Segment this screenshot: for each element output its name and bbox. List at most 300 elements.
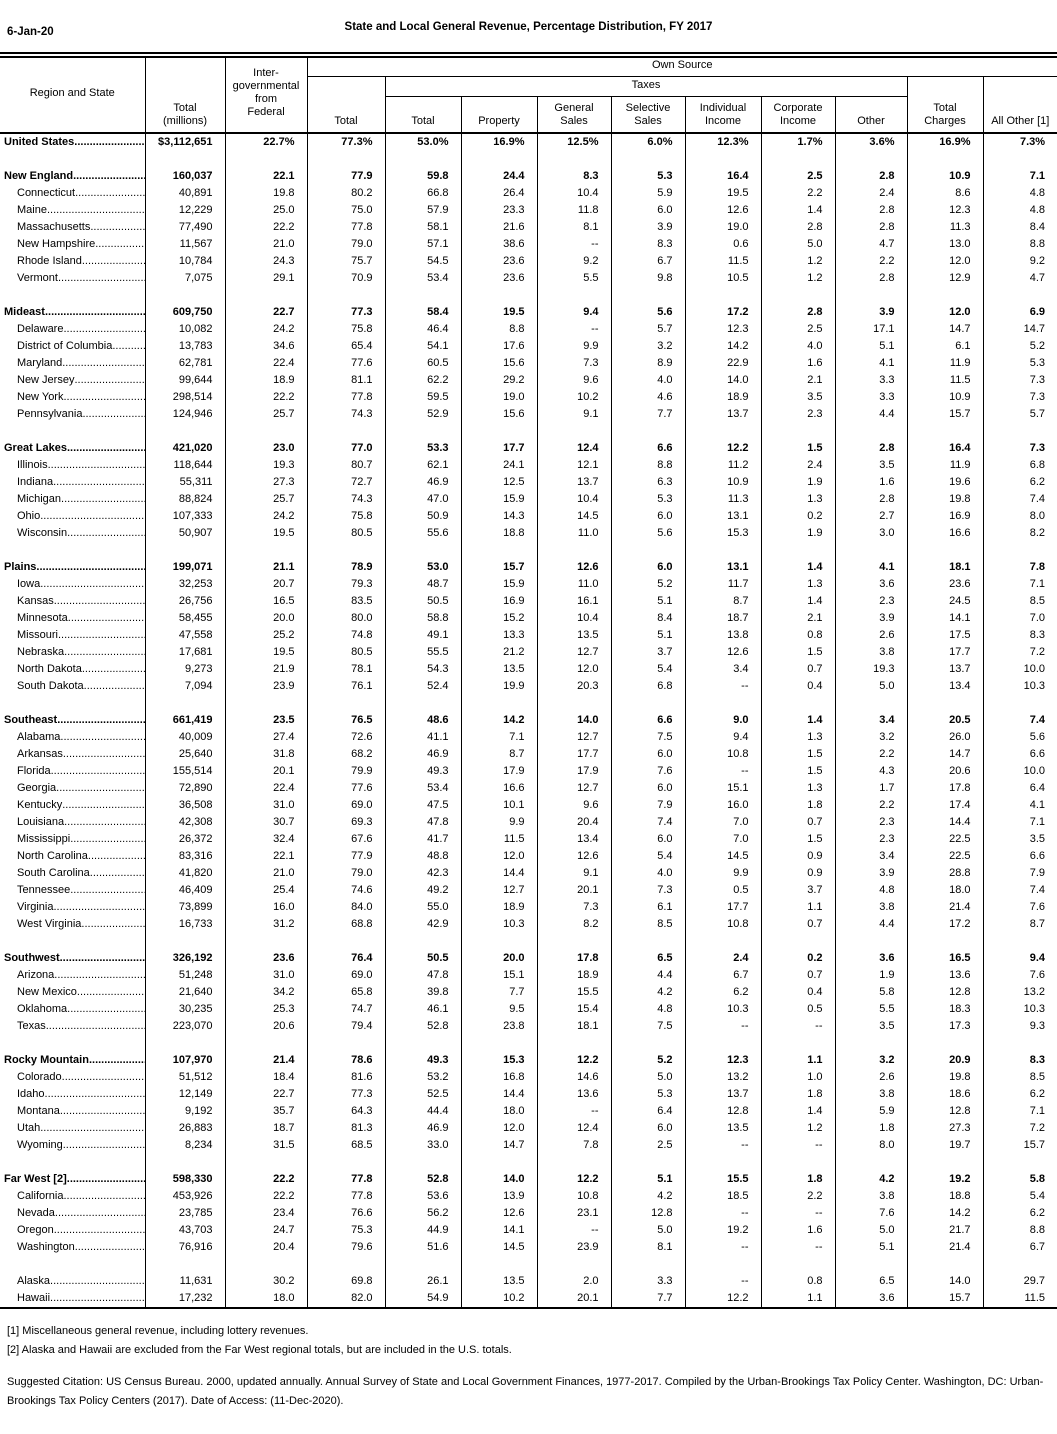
row-label-cell: [0, 695, 145, 712]
value-cell: 5.1: [611, 593, 685, 610]
value-cell: 3.7: [761, 882, 835, 899]
value-cell: 47.0: [385, 491, 461, 508]
value-cell: 81.1: [307, 372, 385, 389]
value-cell: 4.8: [611, 1001, 685, 1018]
value-cell: 50.5: [385, 950, 461, 967]
value-cell: 9.8: [611, 270, 685, 287]
value-cell: 49.1: [385, 627, 461, 644]
leader-dots: [73, 168, 144, 185]
value-cell: 13.5: [461, 1273, 537, 1290]
value-cell: 1.7%: [761, 133, 835, 151]
value-cell: [835, 1256, 907, 1273]
row-label: Nebraska: [17, 646, 65, 658]
value-cell: 7.7: [461, 984, 537, 1001]
row-label-cell: [0, 848, 145, 865]
row-label: Southeast: [4, 714, 58, 726]
value-cell: 16.9: [461, 593, 537, 610]
table-row: [0, 1103, 1057, 1120]
table-row: [0, 1290, 1057, 1308]
value-cell: 75.8: [307, 508, 385, 525]
value-cell: 21.4: [907, 1239, 983, 1256]
value-cell: --: [685, 1205, 761, 1222]
value-cell: 3.6: [835, 950, 907, 967]
value-cell: 62,781: [145, 355, 225, 372]
value-cell: 3.9: [835, 610, 907, 627]
value-cell: 1.9: [761, 525, 835, 542]
col-header-total-millions: [145, 55, 225, 133]
value-cell: 10.2: [537, 389, 611, 406]
value-cell: 12.0: [907, 304, 983, 321]
value-cell: 12.7: [461, 882, 537, 899]
value-cell: --: [685, 678, 761, 695]
value-cell: 21.4: [225, 1052, 307, 1069]
corporate-income-line2: Income: [779, 115, 817, 127]
value-cell: 6.4: [983, 780, 1057, 797]
value-cell: [685, 1256, 761, 1273]
value-cell: 17.2: [907, 916, 983, 933]
page-title: State and Local General Revenue, Percentage Distribution, FY 2017: [344, 21, 713, 33]
table-row: [0, 984, 1057, 1001]
value-cell: 46,409: [145, 882, 225, 899]
value-cell: 13.0: [907, 236, 983, 253]
value-cell: 9.1: [537, 406, 611, 423]
value-cell: 13.7: [907, 661, 983, 678]
value-cell: 6.5: [835, 1273, 907, 1290]
value-cell: 58.4: [385, 304, 461, 321]
value-cell: 20.6: [225, 1018, 307, 1035]
value-cell: 7,094: [145, 678, 225, 695]
value-cell: 5.8: [983, 1171, 1057, 1188]
value-cell: 21.0: [225, 865, 307, 882]
value-cell: 5.1: [835, 1239, 907, 1256]
value-cell: 17.7: [685, 899, 761, 916]
value-cell: 23.4: [225, 1205, 307, 1222]
row-label-cell: [0, 1154, 145, 1171]
table-row: [0, 814, 1057, 831]
table-row: [0, 389, 1057, 406]
value-cell: 14.4: [461, 1086, 537, 1103]
value-cell: 22.7: [225, 304, 307, 321]
table-row: [0, 133, 1057, 151]
value-cell: [907, 1035, 983, 1052]
value-cell: [685, 542, 761, 559]
value-cell: 107,970: [145, 1052, 225, 1069]
value-cell: 77.9: [307, 848, 385, 865]
value-cell: 9.1: [537, 865, 611, 882]
total-charges-line2: Charges: [924, 115, 966, 127]
value-cell: 74.3: [307, 491, 385, 508]
value-cell: 5.9: [835, 1103, 907, 1120]
table-row: [0, 1018, 1057, 1035]
value-cell: 17.5: [907, 627, 983, 644]
value-cell: [983, 287, 1057, 304]
value-cell: 3.9: [611, 219, 685, 236]
value-cell: 6.2: [983, 474, 1057, 491]
value-cell: 33.0: [385, 1137, 461, 1154]
value-cell: 11,567: [145, 236, 225, 253]
value-cell: 223,070: [145, 1018, 225, 1035]
value-cell: 9.9: [461, 814, 537, 831]
leader-dots: [62, 355, 144, 372]
citation: Suggested Citation: US Census Bureau. 2000, updated annually. Annual Survey of State and Local Government Finances, 1977-2017. Compiled by the Urban-Brookings Tax Policy Center. Washington, DC: Urban-Brookings Tax Policy Centers (2017). Date of Access: (11-Dec-2020).: [7, 1376, 1044, 1407]
value-cell: 52.8: [385, 1018, 461, 1035]
value-cell: 14.7: [907, 321, 983, 338]
value-cell: 27.4: [225, 729, 307, 746]
value-cell: 64.3: [307, 1103, 385, 1120]
value-cell: [225, 695, 307, 712]
value-cell: 30.2: [225, 1273, 307, 1290]
value-cell: 48.8: [385, 848, 461, 865]
value-cell: 22.2: [225, 1171, 307, 1188]
value-cell: 7.2: [983, 1120, 1057, 1137]
value-cell: 13.2: [983, 984, 1057, 1001]
value-cell: 9.4: [685, 729, 761, 746]
value-cell: 5.0: [611, 1069, 685, 1086]
value-cell: [385, 542, 461, 559]
value-cell: [611, 1154, 685, 1171]
value-cell: 26,883: [145, 1120, 225, 1137]
value-cell: 25.7: [225, 406, 307, 423]
row-label-cell: [0, 576, 145, 593]
row-label-cell: [0, 1222, 145, 1239]
value-cell: 5.3: [611, 168, 685, 185]
value-cell: [145, 695, 225, 712]
value-cell: 75.8: [307, 321, 385, 338]
value-cell: 20.9: [907, 1052, 983, 1069]
value-cell: 16.0: [225, 899, 307, 916]
value-cell: 0.7: [761, 661, 835, 678]
value-cell: 15.7: [461, 559, 537, 576]
table-row: [0, 848, 1057, 865]
value-cell: 1.5: [761, 644, 835, 661]
value-cell: --: [761, 1239, 835, 1256]
value-cell: 47.5: [385, 797, 461, 814]
value-cell: [461, 1154, 537, 1171]
date-label: 6-Jan-20: [7, 26, 54, 38]
value-cell: 18.7: [685, 610, 761, 627]
row-label-cell: [0, 797, 145, 814]
value-cell: 57.9: [385, 202, 461, 219]
value-cell: 1.8: [761, 1171, 835, 1188]
value-cell: 80.7: [307, 457, 385, 474]
value-cell: 25.2: [225, 627, 307, 644]
row-label-cell: [0, 1239, 145, 1256]
value-cell: 62.1: [385, 457, 461, 474]
value-cell: 12.5: [461, 474, 537, 491]
value-cell: 0.4: [761, 984, 835, 1001]
value-cell: 20.3: [537, 678, 611, 695]
value-cell: 7.3: [611, 882, 685, 899]
row-label: Louisiana: [17, 816, 65, 828]
row-label-cell: [0, 1120, 145, 1137]
value-cell: 38.6: [461, 236, 537, 253]
value-cell: 15.9: [461, 491, 537, 508]
table-row: [0, 355, 1057, 372]
revenue-table: [0, 52, 1057, 1309]
leader-dots: [74, 372, 144, 389]
value-cell: 23.1: [537, 1205, 611, 1222]
value-cell: 11.5: [685, 253, 761, 270]
value-cell: --: [537, 1103, 611, 1120]
row-label: Missouri: [17, 629, 58, 641]
col-header-other: Other: [835, 96, 907, 133]
value-cell: 0.2: [761, 950, 835, 967]
value-cell: 0.7: [761, 916, 835, 933]
leader-dots: [82, 406, 144, 423]
value-cell: 7.5: [611, 729, 685, 746]
value-cell: 25.0: [225, 202, 307, 219]
value-cell: 72,890: [145, 780, 225, 797]
value-cell: 42,308: [145, 814, 225, 831]
value-cell: 3.2: [611, 338, 685, 355]
value-cell: 77.9: [307, 168, 385, 185]
value-cell: 7,075: [145, 270, 225, 287]
value-cell: 51,512: [145, 1069, 225, 1086]
value-cell: [537, 1256, 611, 1273]
value-cell: 6.6: [611, 712, 685, 729]
value-cell: 59.8: [385, 168, 461, 185]
value-cell: 10.0: [983, 763, 1057, 780]
value-cell: 16.6: [461, 780, 537, 797]
value-cell: [685, 1035, 761, 1052]
row-label: Massachusetts: [17, 221, 91, 233]
value-cell: 10.1: [461, 797, 537, 814]
value-cell: 55,311: [145, 474, 225, 491]
value-cell: 20.5: [907, 712, 983, 729]
value-cell: 68.2: [307, 746, 385, 763]
row-label-cell: [0, 780, 145, 797]
value-cell: 26.0: [907, 729, 983, 746]
value-cell: 17.4: [907, 797, 983, 814]
row-label-cell: [0, 678, 145, 695]
value-cell: 8.4: [983, 219, 1057, 236]
leader-dots: [67, 1001, 144, 1018]
value-cell: 16.8: [461, 1069, 537, 1086]
value-cell: [611, 287, 685, 304]
value-cell: 3.8: [835, 1086, 907, 1103]
value-cell: 17.7: [461, 440, 537, 457]
value-cell: 1.5: [761, 831, 835, 848]
value-cell: 26,372: [145, 831, 225, 848]
value-cell: 24.5: [907, 593, 983, 610]
value-cell: --: [685, 1273, 761, 1290]
value-cell: [461, 1035, 537, 1052]
value-cell: 12.0: [461, 1120, 537, 1137]
row-label-cell: [0, 202, 145, 219]
value-cell: 77.6: [307, 780, 385, 797]
leader-dots: [81, 916, 144, 933]
leader-dots: [46, 1018, 145, 1035]
value-cell: 5.4: [983, 1188, 1057, 1205]
value-cell: 16.9%: [907, 133, 983, 151]
row-label: Florida: [17, 765, 51, 777]
value-cell: 7.0: [983, 610, 1057, 627]
value-cell: [307, 933, 385, 950]
value-cell: 55.6: [385, 525, 461, 542]
leader-dots: [62, 1069, 145, 1086]
value-cell: [461, 695, 537, 712]
value-cell: [537, 287, 611, 304]
value-cell: 72.6: [307, 729, 385, 746]
row-label: Indiana: [17, 476, 54, 488]
row-label: Mississippi: [17, 833, 71, 845]
value-cell: 19.2: [907, 1171, 983, 1188]
col-header-own-source: Own Source: [307, 55, 1057, 76]
row-label-cell: [0, 1035, 145, 1052]
row-label: Pennsylvania: [17, 408, 83, 420]
value-cell: 2.4: [685, 950, 761, 967]
row-label: Utah: [17, 1122, 41, 1134]
table-row: [0, 202, 1057, 219]
value-cell: 16.9%: [461, 133, 537, 151]
value-cell: 10.9: [685, 474, 761, 491]
value-cell: 8.3: [983, 1052, 1057, 1069]
value-cell: 5.1: [611, 1171, 685, 1188]
value-cell: 21.6: [461, 219, 537, 236]
value-cell: 79.6: [307, 1239, 385, 1256]
value-cell: --: [761, 1205, 835, 1222]
row-label-cell: [0, 1290, 145, 1308]
value-cell: [385, 1035, 461, 1052]
value-cell: 11.3: [907, 219, 983, 236]
value-cell: 76.1: [307, 678, 385, 695]
value-cell: 155,514: [145, 763, 225, 780]
value-cell: 326,192: [145, 950, 225, 967]
table-row: [0, 678, 1057, 695]
value-cell: 11.2: [685, 457, 761, 474]
value-cell: 13.1: [685, 559, 761, 576]
value-cell: 7.1: [983, 814, 1057, 831]
value-cell: 6.3: [611, 474, 685, 491]
leader-dots: [63, 746, 145, 763]
row-label: Southwest: [4, 952, 60, 964]
value-cell: 6.0: [611, 559, 685, 576]
value-cell: 7.9: [611, 797, 685, 814]
value-cell: 78.6: [307, 1052, 385, 1069]
value-cell: 19.2: [685, 1222, 761, 1239]
value-cell: 23.6: [225, 950, 307, 967]
value-cell: 52.5: [385, 1086, 461, 1103]
value-cell: 13.7: [685, 1086, 761, 1103]
general-sales-line1: General: [554, 102, 594, 114]
value-cell: 6.8: [983, 457, 1057, 474]
value-cell: 69.0: [307, 967, 385, 984]
value-cell: [761, 1256, 835, 1273]
value-cell: 16.4: [907, 440, 983, 457]
row-label: Texas: [17, 1020, 46, 1032]
value-cell: 12.3: [685, 1052, 761, 1069]
value-cell: 3.2: [835, 1052, 907, 1069]
value-cell: 54.3: [385, 661, 461, 678]
value-cell: 7.0: [685, 831, 761, 848]
row-label-cell: [0, 133, 145, 151]
value-cell: 20.6: [907, 763, 983, 780]
value-cell: 7.4: [983, 491, 1057, 508]
table-row: [0, 270, 1057, 287]
value-cell: 18.8: [907, 1188, 983, 1205]
value-cell: 12.6: [461, 1205, 537, 1222]
value-cell: [461, 933, 537, 950]
value-cell: 99,644: [145, 372, 225, 389]
value-cell: [537, 1035, 611, 1052]
value-cell: 80.2: [307, 185, 385, 202]
value-cell: 5.3: [611, 1086, 685, 1103]
value-cell: [907, 287, 983, 304]
value-cell: 8.3: [537, 168, 611, 185]
value-cell: [761, 695, 835, 712]
table-row: [0, 508, 1057, 525]
value-cell: [907, 151, 983, 168]
table-header: [0, 55, 1057, 133]
value-cell: 52.9: [385, 406, 461, 423]
value-cell: 21.1: [225, 559, 307, 576]
row-label-cell: [0, 1086, 145, 1103]
value-cell: 3.6%: [835, 133, 907, 151]
value-cell: 8.5: [983, 593, 1057, 610]
value-cell: 7.5: [611, 1018, 685, 1035]
value-cell: [907, 1256, 983, 1273]
value-cell: 51,248: [145, 967, 225, 984]
value-cell: 7.8: [983, 559, 1057, 576]
value-cell: 3.6: [835, 576, 907, 593]
value-cell: [611, 423, 685, 440]
value-cell: [225, 1035, 307, 1052]
value-cell: 12.8: [685, 1103, 761, 1120]
value-cell: 15.3: [461, 1052, 537, 1069]
value-cell: 0.9: [761, 865, 835, 882]
value-cell: 15.7: [983, 1137, 1057, 1154]
value-cell: 77.8: [307, 1188, 385, 1205]
value-cell: [835, 423, 907, 440]
value-cell: 12.4: [537, 1120, 611, 1137]
value-cell: 5.3: [983, 355, 1057, 372]
row-label: Connecticut: [17, 187, 76, 199]
value-cell: 46.9: [385, 1120, 461, 1137]
value-cell: 4.0: [611, 865, 685, 882]
value-cell: 50.5: [385, 593, 461, 610]
leader-dots: [58, 270, 145, 287]
value-cell: 11.9: [907, 457, 983, 474]
value-cell: 8.0: [835, 1137, 907, 1154]
table-row: [0, 763, 1057, 780]
value-cell: 21.4: [907, 899, 983, 916]
value-cell: 6.0: [611, 508, 685, 525]
value-cell: [835, 1035, 907, 1052]
value-cell: 2.5: [761, 168, 835, 185]
value-cell: 1.5: [761, 763, 835, 780]
value-cell: 4.2: [611, 1188, 685, 1205]
value-cell: 2.3: [761, 406, 835, 423]
leader-dots: [36, 559, 144, 576]
spacer-row: [0, 287, 1057, 304]
value-cell: 23.5: [225, 712, 307, 729]
row-label: Idaho: [17, 1088, 45, 1100]
value-cell: 160,037: [145, 168, 225, 185]
row-label-cell: [0, 389, 145, 406]
value-cell: 16.0: [685, 797, 761, 814]
value-cell: 19.9: [461, 678, 537, 695]
value-cell: 10.4: [537, 491, 611, 508]
value-cell: [907, 423, 983, 440]
value-cell: 76.6: [307, 1205, 385, 1222]
value-cell: 8.0: [983, 508, 1057, 525]
value-cell: 22.1: [225, 168, 307, 185]
value-cell: 80.5: [307, 644, 385, 661]
value-cell: 10,082: [145, 321, 225, 338]
row-label-cell: [0, 967, 145, 984]
value-cell: 21.7: [907, 1222, 983, 1239]
row-label: Rocky Mountain: [4, 1054, 89, 1066]
